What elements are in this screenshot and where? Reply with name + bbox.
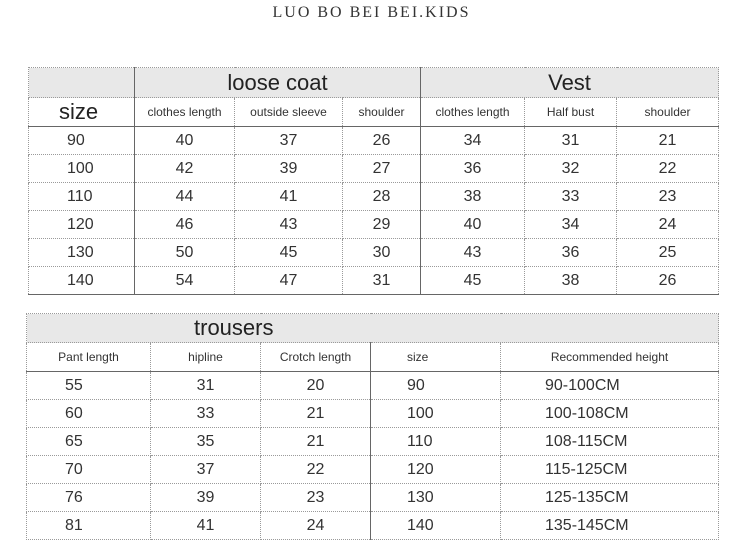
table-cell: 54 — [135, 267, 235, 295]
table-cell: 20 — [261, 372, 371, 400]
table-cell: 22 — [617, 155, 719, 183]
table-cell: 31 — [525, 127, 617, 155]
table-cell: 37 — [235, 127, 343, 155]
table-cell: 23 — [261, 484, 371, 512]
table-cell: 38 — [525, 267, 617, 295]
table-cell: 27 — [343, 155, 421, 183]
col-header: hipline — [151, 343, 261, 372]
table-row — [29, 127, 719, 155]
table-cell: 33 — [525, 183, 617, 211]
table-cell: 31 — [343, 267, 421, 295]
table-cell: 108-115CM — [501, 428, 719, 456]
table-cell: 43 — [235, 211, 343, 239]
table-cell: 60 — [27, 400, 151, 428]
table-cell: 90-100CM — [501, 372, 719, 400]
col-header: shoulder — [343, 98, 421, 127]
table-cell: 24 — [261, 512, 371, 540]
table-cell: 76 — [27, 484, 151, 512]
table-cell: 90 — [371, 372, 501, 400]
table-cell: 23 — [617, 183, 719, 211]
table-cell: 38 — [421, 183, 525, 211]
table-row — [29, 211, 719, 239]
col-header: Pant length — [27, 343, 151, 372]
table-cell: 45 — [421, 267, 525, 295]
brand-title: LUO BO BEI BEI.KIDS — [272, 4, 471, 21]
table-cell: 26 — [617, 267, 719, 295]
col-header: Half bust — [525, 98, 617, 127]
table-row — [29, 183, 719, 211]
table-cell: 44 — [135, 183, 235, 211]
table-cell: 110 — [371, 428, 501, 456]
table-row — [27, 512, 719, 540]
table-cell: 125-135CM — [501, 484, 719, 512]
top-size-table — [28, 67, 719, 295]
table-row — [29, 239, 719, 267]
table-cell: 81 — [27, 512, 151, 540]
table-cell: 36 — [525, 239, 617, 267]
table-cell: 120 — [371, 456, 501, 484]
col-header: clothes length — [135, 98, 235, 127]
size-cell: 100 — [29, 155, 135, 183]
table-cell: 115-125CM — [501, 456, 719, 484]
table-cell: 135-145CM — [501, 512, 719, 540]
size-cell: 120 — [29, 211, 135, 239]
table-cell: 100-108CM — [501, 400, 719, 428]
table-cell: 41 — [151, 512, 261, 540]
table-cell: 21 — [617, 127, 719, 155]
table-cell: 35 — [151, 428, 261, 456]
size-header: size — [29, 98, 135, 127]
table-cell: 37 — [151, 456, 261, 484]
table-row — [27, 400, 719, 428]
table-cell: 47 — [235, 267, 343, 295]
table-cell: 26 — [343, 127, 421, 155]
col-header: Crotch length — [261, 343, 371, 372]
table-row — [27, 372, 719, 400]
table-cell: 46 — [135, 211, 235, 239]
table-cell: 50 — [135, 239, 235, 267]
size-cell: 110 — [29, 183, 135, 211]
table-row — [27, 428, 719, 456]
table-row — [29, 267, 719, 295]
table-row — [27, 484, 719, 512]
trousers-size-table — [26, 313, 719, 540]
table-cell: 140 — [371, 512, 501, 540]
table-cell: 25 — [617, 239, 719, 267]
table-cell: 100 — [371, 400, 501, 428]
group-header-vest: Vest — [421, 68, 719, 98]
table-cell: 22 — [261, 456, 371, 484]
table-cell: 30 — [343, 239, 421, 267]
header-blank-cell — [29, 68, 135, 98]
table-cell: 40 — [135, 127, 235, 155]
table-row — [29, 155, 719, 183]
group-header-loose-coat: loose coat — [135, 68, 421, 98]
table-cell: 36 — [421, 155, 525, 183]
table-cell: 70 — [27, 456, 151, 484]
table-cell: 45 — [235, 239, 343, 267]
col-header: size — [371, 343, 501, 372]
table-cell: 24 — [617, 211, 719, 239]
table-cell: 55 — [27, 372, 151, 400]
table-cell: 39 — [235, 155, 343, 183]
table-cell: 21 — [261, 400, 371, 428]
table-cell: 130 — [371, 484, 501, 512]
size-cell: 90 — [29, 127, 135, 155]
col-header: clothes length — [421, 98, 525, 127]
size-cell: 130 — [29, 239, 135, 267]
trousers-title: trousers — [27, 314, 719, 343]
col-header: outside sleeve — [235, 98, 343, 127]
table-cell: 34 — [421, 127, 525, 155]
table-cell: 40 — [421, 211, 525, 239]
col-header: shoulder — [617, 98, 719, 127]
table-cell: 39 — [151, 484, 261, 512]
table-cell: 43 — [421, 239, 525, 267]
col-header: Recommended height — [501, 343, 719, 372]
table-cell: 65 — [27, 428, 151, 456]
table-cell: 31 — [151, 372, 261, 400]
table-row — [27, 456, 719, 484]
size-cell: 140 — [29, 267, 135, 295]
table-cell: 41 — [235, 183, 343, 211]
table-cell: 34 — [525, 211, 617, 239]
table-cell: 32 — [525, 155, 617, 183]
table-cell: 28 — [343, 183, 421, 211]
table-cell: 29 — [343, 211, 421, 239]
table-cell: 42 — [135, 155, 235, 183]
table-cell: 33 — [151, 400, 261, 428]
table-cell: 21 — [261, 428, 371, 456]
